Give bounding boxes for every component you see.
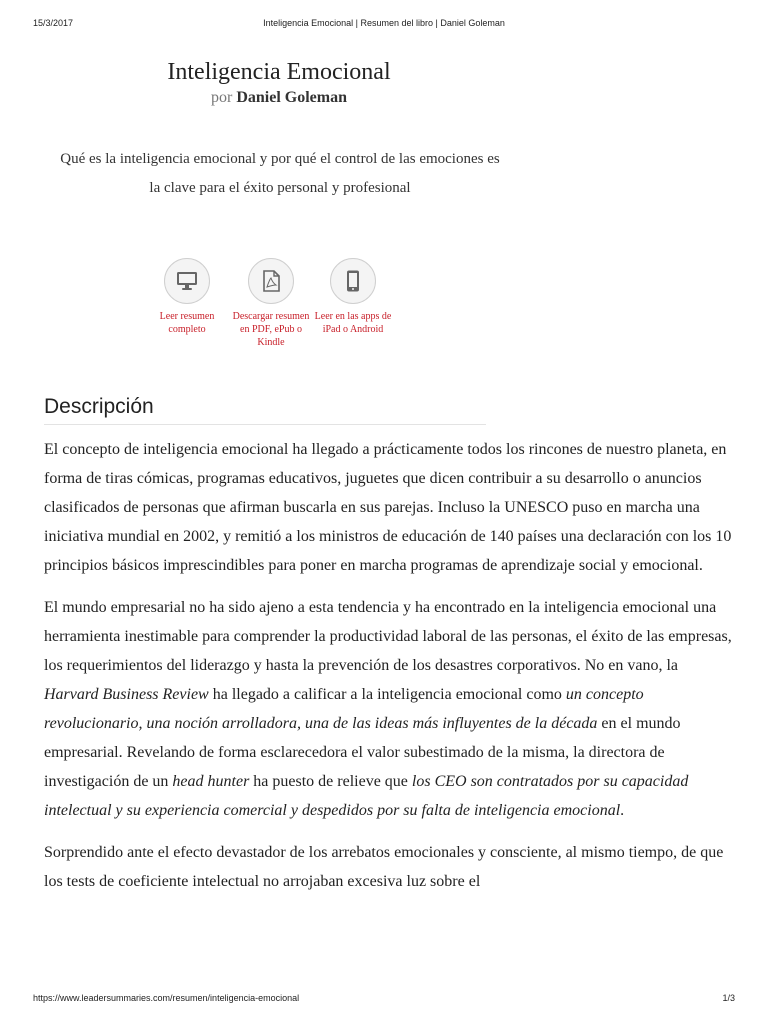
book-subtitle: Qué es la inteligencia emocional y por qué el control de las emociones es la clave para el éxito personal y profesional bbox=[60, 151, 500, 196]
text-run: . bbox=[620, 802, 625, 819]
text-run: en el mundo empresarial. Revelando de forma esclarecedora el valor subestimado de la misma, la directora de investigación de un bbox=[44, 715, 681, 790]
emphasis: Harvard Business Review bbox=[44, 686, 209, 703]
text-run: El mundo empresarial no ha sido ajeno a esta tendencia y ha encontrado en la inteligencia emocional una herramienta inestimable para comprender la productividad laboral de las personas, el éxito de las empresas, los requerimientos del liderazgo y hasta la prevención de los desastres corporativos. No en vano, la bbox=[44, 599, 732, 674]
byline bbox=[0, 89, 558, 107]
read-summary-label[interactable]: Leer resumen completo bbox=[159, 311, 215, 335]
download-summary-button[interactable] bbox=[231, 258, 311, 349]
page-number: 1/3 bbox=[722, 993, 735, 1003]
paragraph-3: Sorprendido ante el efecto devastador de los arrebatos emocionales y consciente, al mismo tiempo, de que los tests de coeficiente intelectual no arrojaban excesiva luz sobre el bbox=[44, 844, 724, 890]
download-summary-label[interactable]: Descargar resumen en PDF, ePub o Kindle bbox=[232, 311, 310, 348]
print-date: 15/3/2017 bbox=[33, 18, 74, 28]
read-in-apps-label[interactable]: Leer en las apps de iPad o Android bbox=[314, 311, 392, 335]
description-body bbox=[44, 435, 734, 909]
emphasis: los CEO son contratados por su capacidad intelectual y su experiencia comercial y despedidos por su falta de inteligencia emocional bbox=[44, 773, 689, 819]
paragraph-1: El concepto de inteligencia emocional ha llegado a prácticamente todos los rincones de nuestro planeta, en forma de tiras cómicas, programas educativos, juguetes que dicen contribuir a su desarrollo o anuncios clasificados de personas que afirman buscarla en sus parejas. Incluso la UNESCO puso en marcha una iniciativa mundial en 2002, y remitió a los ministros de educación de 140 países una declaración con los 10 principios básicos imprescindibles para poner en marcha programas de aprendizaje social y emocional. bbox=[44, 441, 732, 574]
read-in-apps-button[interactable] bbox=[313, 258, 393, 336]
mobile-phone-icon[interactable] bbox=[330, 258, 376, 304]
text-run: ha llegado a calificar a la inteligencia emocional como bbox=[208, 686, 566, 703]
emphasis: head hunter bbox=[172, 773, 250, 790]
byline-prefix: por bbox=[211, 89, 233, 106]
monitor-icon[interactable] bbox=[164, 258, 210, 304]
text-run: ha puesto de relieve que bbox=[249, 773, 412, 790]
description-heading: Descripción bbox=[44, 395, 154, 418]
pdf-file-icon[interactable] bbox=[248, 258, 294, 304]
emphasis: un concepto revolucionario, una noción arrolladora, una de las ideas más influyentes de la década bbox=[44, 686, 644, 732]
paragraph-2 bbox=[44, 593, 734, 825]
page-url: https://www.leadersummaries.com/resumen/inteligencia-emocional bbox=[33, 993, 300, 1003]
print-page-title: Inteligencia Emocional | Resumen del libro | Daniel Goleman bbox=[263, 18, 505, 28]
heading-divider bbox=[44, 424, 486, 425]
author-link[interactable]: Daniel Goleman bbox=[236, 89, 347, 106]
book-title: Inteligencia Emocional bbox=[167, 59, 391, 86]
read-summary-button[interactable] bbox=[147, 258, 227, 336]
